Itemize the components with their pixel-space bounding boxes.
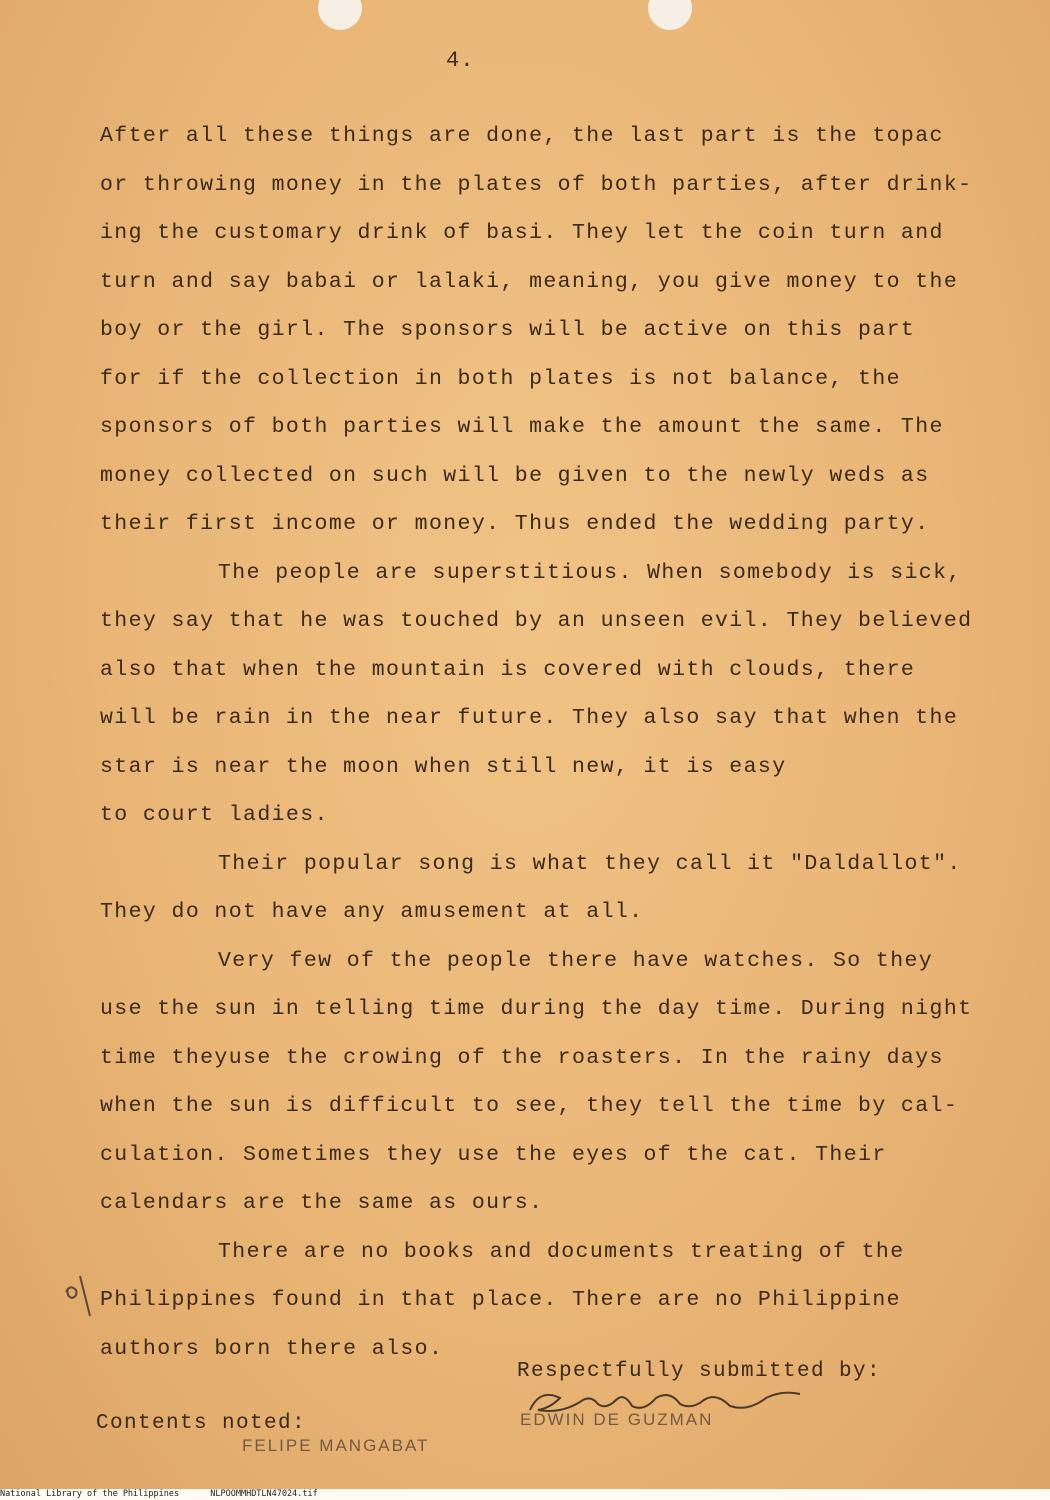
punch-hole-left (318, 0, 362, 30)
margin-check-mark-icon (60, 1266, 100, 1336)
paragraph-3: Their popular song is what they call it "Daldallot". They do not have any amusement at all. (100, 851, 962, 924)
noter-name: FELIPE MANGABAT (242, 1436, 430, 1455)
paragraph-4: Very few of the people there have watches. So they use the sun in telling time during the day time. During night time theyuse the crowing of the roasters. In the rainy days when the sun is difficult to see, they tell the time by cal- culation. Sometimes they use the eyes of the cat. Their calendars are the same as ours. (100, 948, 973, 1215)
footer-file-id: NLPOOMMHDTLN47024.tif (210, 1489, 318, 1499)
closing-label: Respectfully submitted by: (517, 1360, 882, 1383)
paragraph-2: The people are superstitious. When somebody is sick, they say that he was touched by an unseen evil. They believed also that when the mountain is covered with clouds, there will be rain in the near future. They also say that when the star is near the moon when still new, it is easy to court ladies. (100, 560, 973, 827)
noted-label: Contents noted: (96, 1412, 307, 1435)
page-number: 4. (446, 48, 475, 73)
archive-footer (0, 1489, 1050, 1500)
footer-institution: National Library of the Philippines (0, 1489, 180, 1499)
paragraph-5: There are no books and documents treating of the Philippines found in that place. There are no Philippine authors born there also. (100, 1239, 905, 1361)
document-body (100, 112, 1020, 1373)
paragraph-1: After all these things are done, the last part is the topac or throwing money in the plates of both parties, after drink- ing the customary drink of basi. They let the coin turn and turn and say babai or lalaki, meaning, you give money to the boy or the girl. The sponsors will be active on this part for if the collection in both plates is not balance, the sponsors of both parties will make the amount the same. The money collected on such will be given to the newly weds as their first income or money. Thus ended the wedding party. (100, 124, 973, 536)
submitter-name: EDWIN DE GUZMAN (520, 1410, 714, 1429)
punch-hole-right (648, 0, 692, 30)
